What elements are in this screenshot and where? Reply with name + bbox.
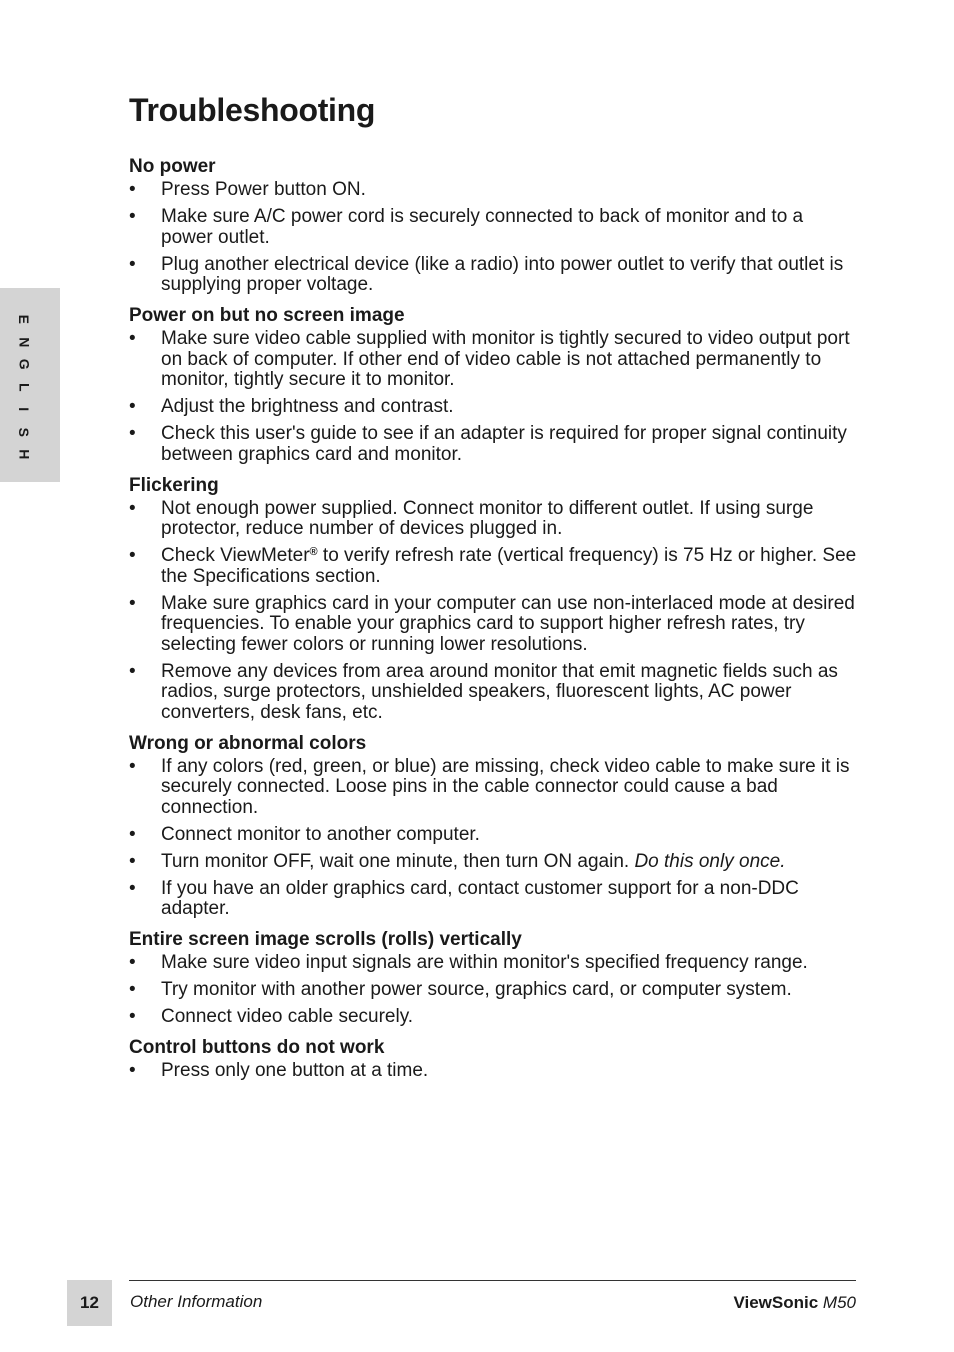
bullet-item: • Make sure A/C power cord is securely connected to back of monitor and to a power outlet.: [129, 207, 859, 248]
page-title: Troubleshooting: [129, 92, 376, 128]
bullet-item: • Check this user's guide to see if an adapter is required for proper signal continuity between graphics card and monitor.: [129, 424, 859, 465]
bullet-item: • Adjust the brightness and contrast.: [129, 397, 859, 418]
bullet-list: [129, 1061, 859, 1082]
bullet-item: • Not enough power supplied. Connect monitor to different outlet. If using surge protector, reduce number of devices plugged in.: [129, 499, 859, 540]
bullet-item: • If any colors (red, green, or blue) are missing, check video cable to make sure it is securely connected. Loose pins in the cable connector could cause a bad connection.: [129, 757, 859, 819]
language-tab-letter: E: [16, 314, 33, 324]
footer-divider: [129, 1280, 856, 1281]
bullet-item: • Press only one button at a time.: [129, 1061, 859, 1082]
bullet-item: [129, 546, 859, 587]
bullet-text: Check ViewMeter: [161, 545, 310, 566]
bullet-text: to verify refresh rate (vertical frequency) is 75 Hz or higher. See the Specifications section.: [161, 545, 857, 587]
language-tab-letter: N: [16, 336, 33, 347]
language-tab-letter: L: [16, 382, 33, 392]
footer-product: [733, 1293, 856, 1313]
bullet-emphasis: Do this only once.: [634, 850, 786, 872]
bullet-item: [129, 852, 859, 873]
bullet-list: [129, 499, 859, 724]
bullet-item: • Make sure video input signals are within monitor's specified frequency range.: [129, 953, 859, 974]
bullet-item: • If you have an older graphics card, contact customer support for a non-DDC adapter.: [129, 879, 859, 920]
bullet-item: • Remove any devices from area around monitor that emit magnetic fields such as radios, surge protectors, unshielded speakers, fluorescent lights, AC power converters, desk fans, etc.: [129, 662, 859, 724]
bullet-item: • Try monitor with another power source, graphics card, or computer system.: [129, 980, 859, 1001]
section-heading: Control buttons do not work: [129, 1037, 385, 1058]
bullet-text: Turn monitor OFF, wait one minute, then turn ON again.: [161, 850, 635, 872]
bullet-item: • Connect video cable securely.: [129, 1007, 859, 1028]
footer-model: M50: [822, 1293, 856, 1312]
language-tab-letter: G: [16, 358, 33, 370]
section-heading: Wrong or abnormal colors: [129, 732, 367, 754]
language-tab-letter: I: [16, 407, 33, 412]
language-tab-letter: S: [16, 427, 33, 437]
bullet-item: • Make sure video cable supplied with monitor is tightly secured to video output port on back of computer. If other end of video cable is not attached permanently to monitor, tightly secure it to monitor.: [129, 329, 859, 391]
bullet-list: [129, 329, 859, 465]
section-heading: Power on but no screen image: [129, 305, 405, 326]
bullet-item: • Connect monitor to another computer.: [129, 825, 859, 846]
troubleshooting-content: [129, 153, 859, 1088]
section-heading: No power: [129, 156, 216, 177]
section-heading: Flickering: [129, 474, 219, 496]
registered-mark: ®: [309, 546, 318, 558]
footer-brand: ViewSonic: [733, 1293, 819, 1312]
page-number: 12: [67, 1280, 112, 1326]
bullet-list: [129, 757, 859, 920]
bullet-list: [129, 953, 859, 1028]
section-heading: Entire screen image scrolls (rolls) vertically: [129, 929, 522, 950]
language-tab-letter: H: [16, 449, 33, 460]
language-tab: [0, 288, 60, 482]
footer-section-name: Other Information: [130, 1292, 263, 1311]
bullet-item: • Plug another electrical device (like a radio) into power outlet to verify that outlet is supplying proper voltage.: [129, 255, 859, 296]
bullet-item: • Make sure graphics card in your computer can use non-interlaced mode at desired frequencies. To enable your graphics card to support higher refresh rates, try selecting fewer colors or running lower resolutions.: [129, 594, 859, 656]
bullet-item: • Press Power button ON.: [129, 180, 859, 201]
language-tab-letters: [0, 308, 48, 466]
bullet-list: [129, 180, 859, 296]
